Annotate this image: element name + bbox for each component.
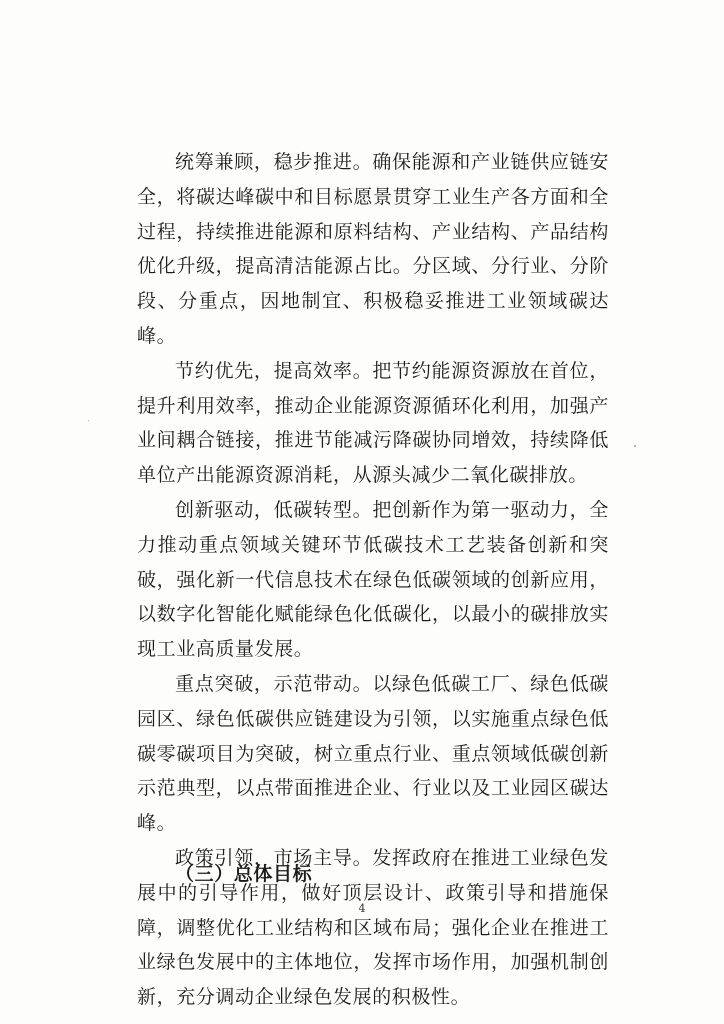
paragraph-body: 确保能源和产业链供应链安全，将碳达峰碳中和目标愿景贯穿工业生产各方面和全过程，持续推进能源和原料结构、产业结构、产品结构优化升级，提高清洁能源占比。分区域、分行业、分阶段、分重点，因地制宜、积极稳妥推进工业领域碳达峰。 <box>137 151 609 347</box>
paragraph-lead: 节约优先，提高效率。 <box>175 359 373 382</box>
paragraph-body: 发挥政府在推进工业绿色发展中的引导作用，做好顶层设计、政策引导和措施保障，调整优化工业结构和区域布局；强化企业在推进工业绿色发展中的主体地位，发挥市场作用，加强机制创新，充分调动企业绿色发展的积极性。 <box>137 846 609 1009</box>
page-number: 4 <box>358 902 366 915</box>
paragraph-lead: 政策引领，市场主导。 <box>175 846 373 869</box>
paragraph-demonstration <box>137 667 609 841</box>
paragraph-innovation <box>137 493 609 667</box>
paragraph-lead: 重点突破，示范带动。 <box>175 672 373 695</box>
paragraph-efficiency <box>137 354 609 493</box>
scan-speck <box>88 420 89 421</box>
paragraph-lead: 创新驱动，低碳转型。 <box>175 498 373 521</box>
paragraph-overall-planning <box>137 145 609 354</box>
paragraph-lead: 统筹兼顾，稳步推进。 <box>175 151 373 173</box>
paragraph-body: 把创新作为第一驱动力，全力推动重点领域关键环节低碳技术工艺装备创新和突破，强化新一代信息技术在绿色低碳领域的创新应用，以数字化智能化赋能绿色化低碳化，以最小的碳排放实现工业高质量发展。 <box>137 498 609 661</box>
section-heading: （三）总体目标 <box>175 863 313 885</box>
paragraph-body: 以绿色低碳工厂、绿色低碳园区、绿色低碳供应链建设为引领，以实施重点绿色低碳零碳项目为突破，树立重点行业、重点领域低碳创新示范典型，以点带面推进企业、行业以及工业园区碳达峰。 <box>137 672 609 835</box>
paragraph-body: 把节约能源资源放在首位，提升利用效率，推动企业能源资源循环化利用，加强产业间耦合链接，推进节能减污降碳协同增效，持续降低单位产出能源资源消耗，从源头减少二氧化碳排放。 <box>137 359 609 487</box>
scan-speck <box>634 445 636 447</box>
